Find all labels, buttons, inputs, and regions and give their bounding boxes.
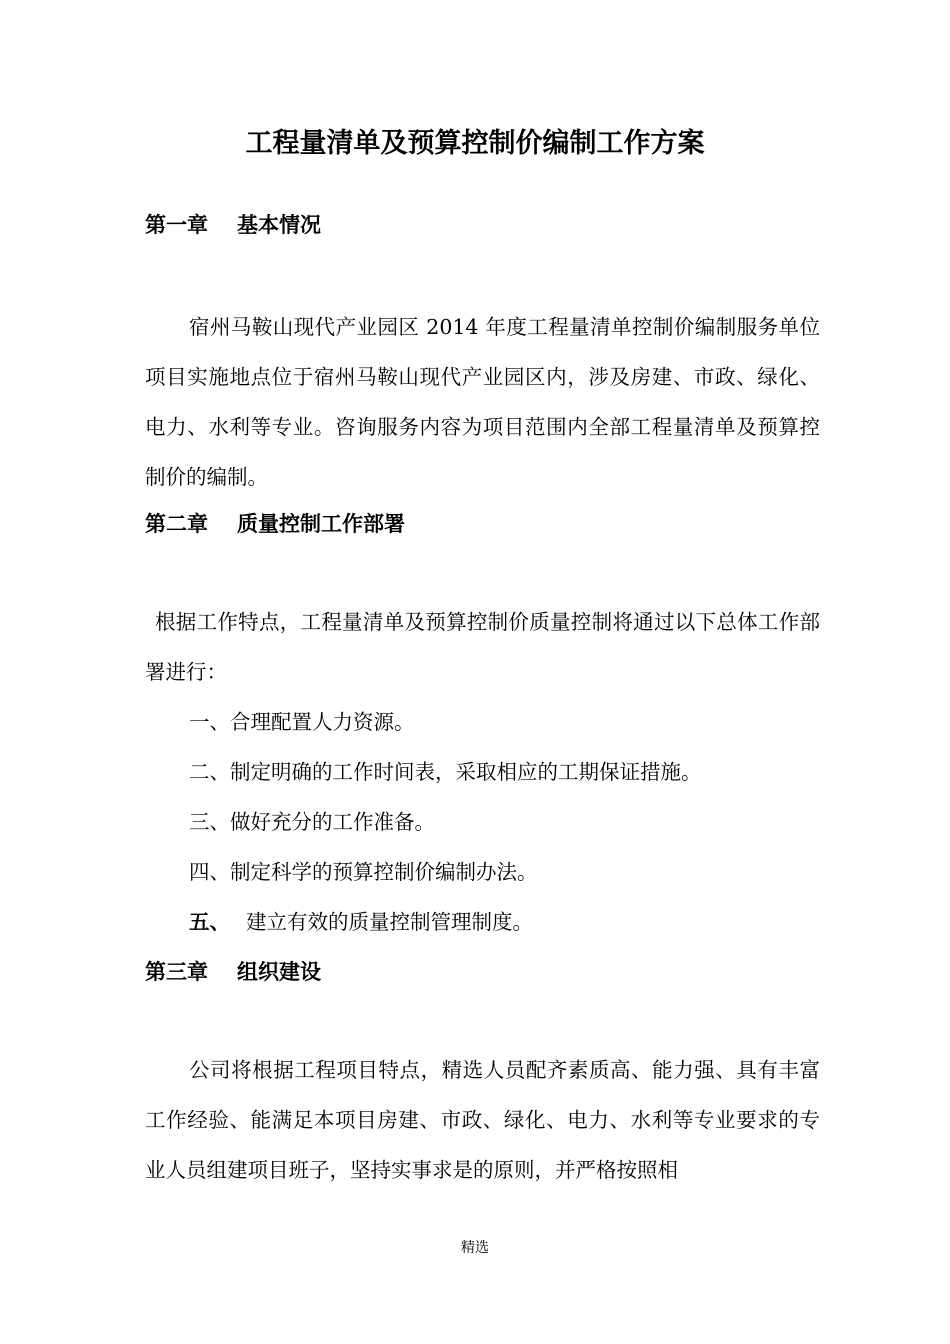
chapter-number: 第三章 bbox=[145, 959, 208, 984]
paragraph-deployment-intro: 根据工作特点，工程量清单及预算控制价质量控制将通过以下总体工作部署进行： bbox=[145, 610, 820, 684]
list-item-number: 四、 bbox=[189, 860, 230, 884]
list-item bbox=[189, 757, 702, 787]
paragraph-basic-info: 宿州马鞍山现代产业园区 2014 年度工程量清单控制价编制服务单位项目实施地点位于宿州马鞍山现代产业园区内，涉及房建、市政、绿化、电力、水利等专业。咨询服务内容为项目范围内全部工程量清单及预算控制价的编制。 bbox=[145, 315, 820, 489]
page-footer: 精选 bbox=[461, 1240, 489, 1256]
list-item-text: 合理配置人力资源。 bbox=[230, 710, 415, 734]
document-title: 工程量清单及预算控制价编制工作方案 bbox=[245, 128, 705, 159]
chapter-number: 第二章 bbox=[145, 511, 208, 536]
list-item-text: 做好充分的工作准备。 bbox=[230, 810, 435, 834]
chapter-heading-1 bbox=[145, 210, 321, 240]
list-item-number: 三、 bbox=[189, 810, 230, 834]
list-item-text: 制定明确的工作时间表，采取相应的工期保证措施。 bbox=[230, 760, 702, 784]
chapter-title: 组织建设 bbox=[237, 959, 321, 984]
chapter-heading-2 bbox=[145, 509, 405, 539]
chapter-number: 第一章 bbox=[145, 212, 208, 237]
chapter-title: 基本情况 bbox=[237, 212, 321, 237]
chapter-heading-3 bbox=[145, 957, 321, 987]
list-item-number: 二、 bbox=[189, 760, 230, 784]
list-item bbox=[189, 807, 435, 837]
list-item bbox=[189, 857, 538, 887]
list-item-number: 五、 bbox=[189, 910, 230, 934]
list-item-text: 建立有效的质量控制管理制度。 bbox=[246, 910, 533, 934]
list-item-number: 一、 bbox=[189, 710, 230, 734]
chapter-title: 质量控制工作部署 bbox=[237, 511, 405, 536]
list-item bbox=[189, 707, 415, 737]
list-item bbox=[189, 907, 533, 937]
paragraph-organization: 公司将根据工程项目特点，精选人员配齐素质高、能力强、具有丰富工作经验、能满足本项目房建、市政、绿化、电力、水利等专业要求的专业人员组建项目班子，坚持实事求是的原则，并严格按照相 bbox=[145, 1058, 820, 1182]
list-item-text: 制定科学的预算控制价编制办法。 bbox=[230, 860, 538, 884]
